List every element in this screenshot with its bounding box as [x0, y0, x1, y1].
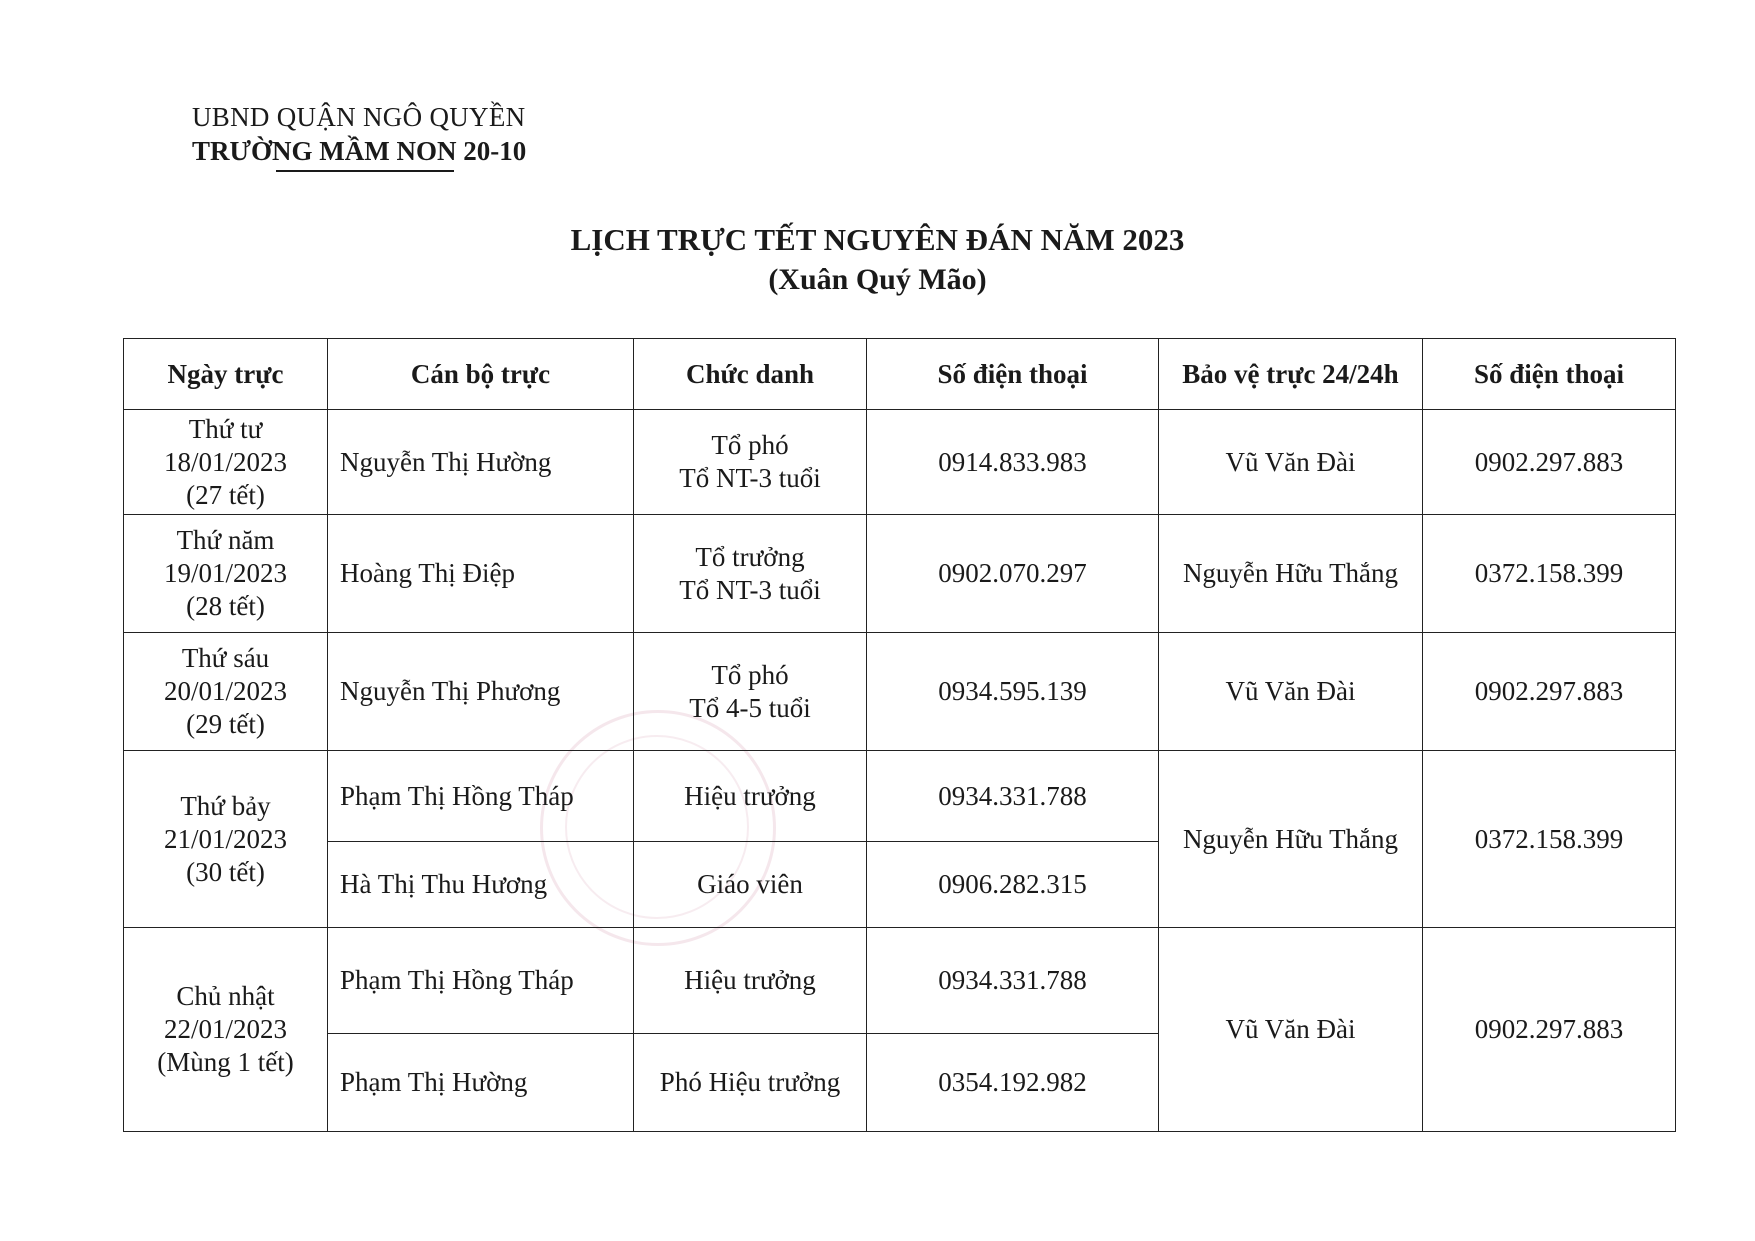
- weekday: Chủ nhật: [176, 981, 275, 1012]
- title-main: LỊCH TRỰC TẾT NGUYÊN ĐÁN NĂM 2023: [570, 222, 1185, 257]
- table-row: [124, 410, 1676, 515]
- staff-name: Phạm Thị Hồng Tháp: [328, 751, 634, 841]
- staff-title-line: Tổ phó: [711, 659, 789, 690]
- guard-name: Nguyễn Hữu Thắng: [1159, 751, 1423, 928]
- guard-name: Vũ Văn Đài: [1159, 410, 1423, 515]
- staff-title: [634, 515, 867, 632]
- lunar-day: (29 tết): [186, 709, 265, 740]
- staff-title: Hiệu trưởng: [634, 751, 867, 841]
- weekday: Thứ tư: [188, 413, 263, 444]
- staff-name: Hoàng Thị Điệp: [328, 515, 634, 632]
- table-row: [124, 515, 1676, 632]
- guard-name: Nguyễn Hữu Thắng: [1159, 515, 1423, 632]
- date: 18/01/2023: [163, 446, 287, 477]
- staff-title: [634, 410, 867, 515]
- day-cell: [124, 515, 328, 632]
- duty-schedule-table: [123, 338, 1676, 1132]
- staff-title-line: Tổ NT-3 tuổi: [679, 574, 821, 605]
- staff-phone: 0934.331.788: [867, 928, 1159, 1033]
- header-phone: Số điện thoại: [867, 339, 1159, 410]
- date: 19/01/2023: [163, 558, 287, 589]
- header-day: Ngày trực: [124, 339, 328, 410]
- guard-phone: 0902.297.883: [1423, 928, 1676, 1132]
- guard-name: Vũ Văn Đài: [1159, 928, 1423, 1132]
- lunar-day: (Mùng 1 tết): [157, 1047, 294, 1078]
- staff-name: Nguyễn Thị Phương: [328, 632, 634, 750]
- staff-title-line: Tổ trưởng: [695, 541, 805, 572]
- guard-phone: 0372.158.399: [1423, 515, 1676, 632]
- header-staff: Cán bộ trực: [328, 339, 634, 410]
- header-guard-phone: Số điện thoại: [1423, 339, 1676, 410]
- guard-phone: 0372.158.399: [1423, 751, 1676, 928]
- weekday: Thứ sáu: [181, 643, 270, 674]
- staff-title: [634, 632, 867, 750]
- staff-phone: 0914.833.983: [867, 410, 1159, 515]
- staff-title-line: Tổ phó: [711, 430, 789, 461]
- staff-title-line: Tổ 4-5 tuổi: [689, 692, 811, 723]
- staff-phone: 0906.282.315: [867, 841, 1159, 927]
- school-name-underline: [276, 170, 454, 172]
- staff-title-line: Tổ NT-3 tuổi: [679, 463, 821, 494]
- staff-phone: 0934.331.788: [867, 751, 1159, 841]
- lunar-day: (30 tết): [186, 856, 265, 887]
- staff-name: Phạm Thị Hồng Tháp: [328, 928, 634, 1033]
- date: 20/01/2023: [163, 676, 287, 707]
- school-name-text: TRƯỜNG MẦM NON 20-10: [192, 136, 527, 166]
- guard-phone: 0902.297.883: [1423, 632, 1676, 750]
- day-cell: [124, 751, 328, 928]
- date: 21/01/2023: [163, 823, 287, 854]
- staff-title: Giáo viên: [634, 841, 867, 927]
- staff-phone: 0902.070.297: [867, 515, 1159, 632]
- day-cell: [124, 410, 328, 515]
- org-header: [192, 100, 526, 168]
- staff-phone: 0354.192.982: [867, 1033, 1159, 1131]
- document-title: [0, 220, 1755, 300]
- staff-name: Phạm Thị Hường: [328, 1033, 634, 1131]
- staff-name: Nguyễn Thị Hường: [328, 410, 634, 515]
- staff-name: Hà Thị Thu Hương: [328, 841, 634, 927]
- header-guard: Bảo vệ trực 24/24h: [1159, 339, 1423, 410]
- table-row: [124, 632, 1676, 750]
- lunar-day: (28 tết): [186, 591, 265, 622]
- guard-name: Vũ Văn Đài: [1159, 632, 1423, 750]
- title-sub: (Xuân Quý Mão): [768, 263, 987, 296]
- staff-phone: 0934.595.139: [867, 632, 1159, 750]
- table-header-row: [124, 339, 1676, 410]
- weekday: Thứ năm: [176, 525, 275, 556]
- school-name: [192, 134, 526, 168]
- date: 22/01/2023: [163, 1014, 287, 1045]
- table-row: [124, 928, 1676, 1033]
- staff-title: Hiệu trưởng: [634, 928, 867, 1033]
- day-cell: [124, 632, 328, 750]
- lunar-day: (27 tết): [186, 479, 265, 510]
- table-row: [124, 751, 1676, 841]
- header-title: Chức danh: [634, 339, 867, 410]
- staff-title: Phó Hiệu trưởng: [634, 1033, 867, 1131]
- day-cell: [124, 928, 328, 1132]
- authority-name: UBND QUẬN NGÔ QUYỀN: [192, 102, 526, 132]
- weekday: Thứ bảy: [180, 790, 271, 821]
- guard-phone: 0902.297.883: [1423, 410, 1676, 515]
